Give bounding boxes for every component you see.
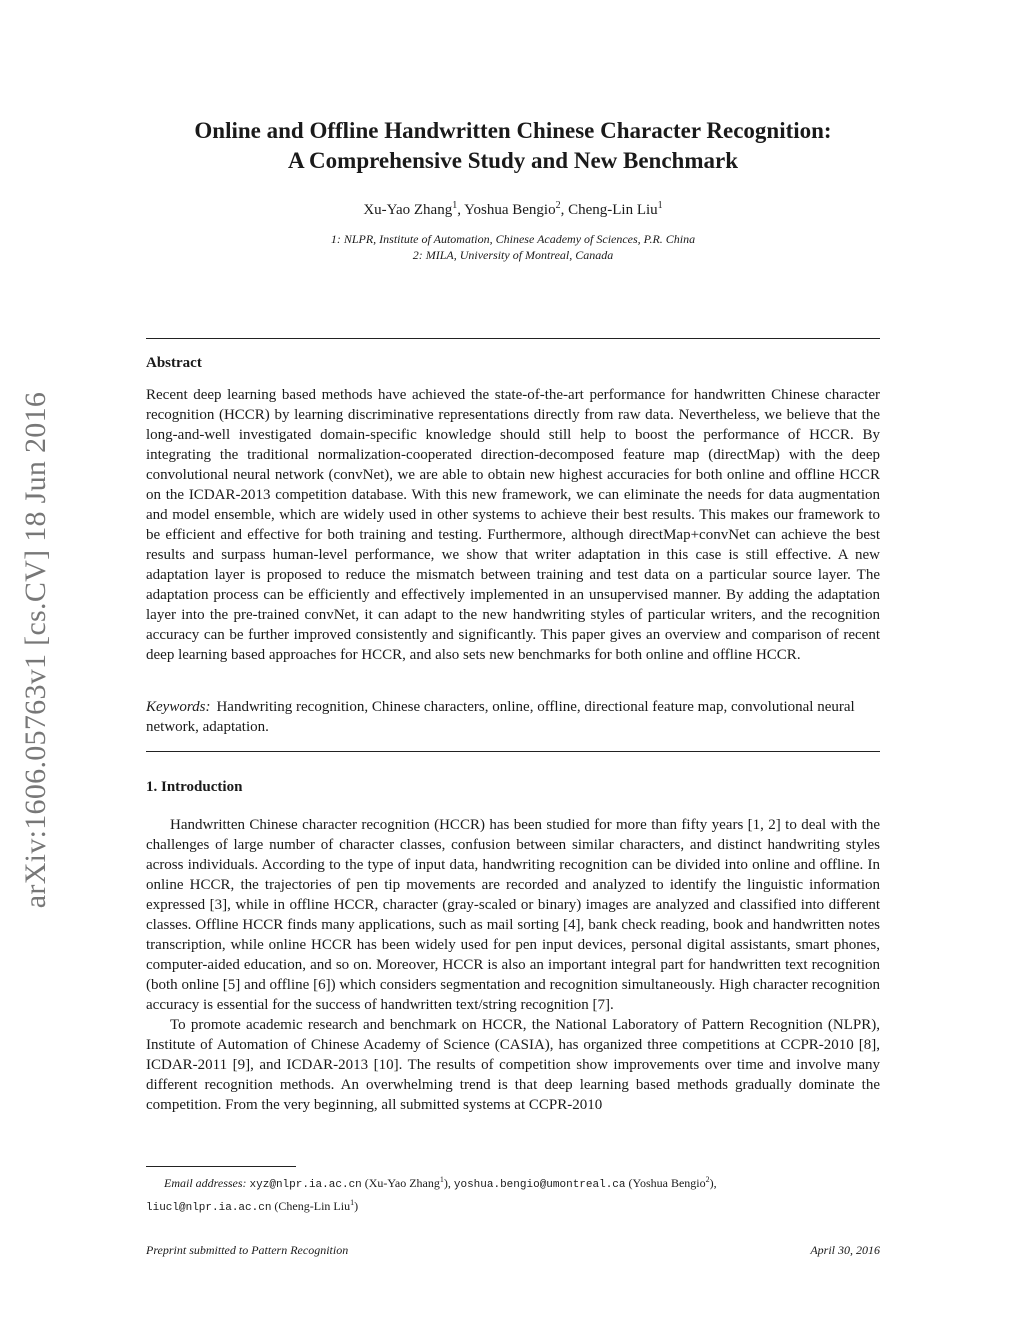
email-link[interactable]: xyz@nlpr.ia.ac.cn: [249, 1179, 362, 1191]
email-owner-mark: 1: [439, 1175, 444, 1184]
affiliation-line: 2: MILA, University of Montreal, Canada: [412, 248, 614, 262]
email-link[interactable]: yoshua.bengio@umontreal.ca: [453, 1179, 626, 1191]
author-name: Xu-Yao Zhang: [363, 202, 453, 218]
footnote-rule: [146, 1166, 296, 1167]
keywords-label: Keywords:: [146, 699, 211, 715]
author-affiliation-mark: 1: [452, 200, 458, 211]
email-owner-mark: 2: [705, 1175, 710, 1184]
email-owner: Xu-Yao Zhang: [368, 1176, 440, 1190]
keywords: [146, 697, 880, 737]
arxiv-stamp-text: arXiv:1606.05763v1 [cs.CV] 18 Jun 2016: [19, 391, 52, 909]
affiliations: [146, 231, 880, 263]
paragraph: To promote academic research and benchmark on HCCR, the National Laboratory of Pattern Recognition (NLPR), Institute of Automation of Chinese Academy of Science (CASIA), has organized three competitions at CCPR-2010 [8], ICDAR-2011 [9], and ICDAR-2013 [10]. The results of competition show improvements over time and involve many different recognition methods. An overwhelming trend is that deep learning based methods gradually dominate the competition. From the very beginning, all submitted systems at CCPR-2010: [146, 1017, 880, 1113]
arxiv-stamp: [0, 360, 72, 940]
author-name: Cheng-Lin Liu: [568, 202, 658, 218]
author-affiliation-mark: 1: [657, 200, 663, 211]
title-line-1: Online and Offline Handwritten Chinese Character Recognition:: [194, 118, 832, 143]
author-affiliation-mark: 2: [555, 200, 561, 211]
intro-body: [146, 815, 880, 1115]
abstract-text: Recent deep learning based methods have achieved the state-of-the-art performance for handwritten Chinese character recognition (HCCR) by learning discriminative representations directly from raw data. Nevertheless, we believe that the long-and-well investigated domain-specific knowledge should still help to boost the performance of HCCR. By integrating the traditional normalization-cooperated direction-decomposed feature map (directMap) with the deep convolutional neural network (convNet), we are able to obtain new highest accuracies for both online and offline HCCR on the ICDAR-2013 competition database. With this new framework, we can eliminate the needs for data augmentation and model ensemble, which are widely used in other systems to achieve their best results. This makes our framework to be efficient and effective for both training and testing. Furthermore, although directMap+convNet can achieve the best results and surpass human-level performance, we show that writer adaptation in this case is still effective. A new adaptation layer is proposed to reduce the mismatch between training and test data on a particular source layer. The adaptation process can be efficiently and effectively implemented in an unsupervised manner. By adding the adaptation layer into the pre-trained convNet, it can adapt to the new handwriting styles of particular writers, and the recognition accuracy can be further improved consistently and significantly. This paper gives an overview and comparison of recent deep learning based approaches for HCCR, and also sets new benchmarks for both online and offline HCCR.: [146, 387, 880, 663]
title-line-2: A Comprehensive Study and New Benchmark: [287, 148, 739, 173]
footnote: [146, 1171, 880, 1217]
email-link[interactable]: liucl@nlpr.ia.ac.cn: [146, 1202, 272, 1214]
abstract-heading: Abstract: [146, 355, 202, 371]
footnote-line-2: liucl@nlpr.ia.ac.cn (Cheng-Lin Liu$^1$): [146, 1198, 359, 1214]
email-owner: Cheng-Lin Liu: [278, 1199, 351, 1213]
preprint-note: Preprint submitted to Pattern Recognition: [146, 1243, 349, 1257]
footnote-line-1: Email addresses: xyz@nlpr.ia.ac.cn (Xu-Yao Zhang$^1$), yoshua.bengio@umontreal.ca (Yoshua Bengio$^2$),: [164, 1175, 717, 1191]
email-owner-mark: 1: [350, 1198, 355, 1207]
author-list: Xu-Yao Zhang$^1$, Yoshua Bengio$^2$, Cheng-Lin Liu$^1$: [363, 200, 663, 218]
paragraph: Handwritten Chinese character recognition (HCCR) has been studied for more than fifty years [1, 2] to deal with the challenges of large number of character classes, confusion between similar characters, and distinct handwriting styles across individuals. According to the type of input data, handwriting recognition can be divided into online and offline. In online HCCR, the trajectories of pen tip movements are recorded and analyzed to identify the linguistic information expressed [3], while in offline HCCR, character (gray-scaled or binary) images are analyzed and classified into different classes. Offline HCCR finds many applications, such as mail sorting [4], bank check reading, book and handwritten notes transcription, while online HCCR has been widely used for pen input devices, personal digital assistants, smart phones, computer-aided education, and so on. Moreover, HCCR is also an important integral part for handwritten text recognition (both online [5] and offline [6]) which considers segmentation and recognition simultaneously. High character recognition accuracy is essential for the success of handwritten text/string recognition [7].: [146, 817, 880, 1013]
affiliation-line: 1: NLPR, Institute of Automation, Chinese Academy of Sciences, P.R. China: [330, 232, 696, 246]
email-owner: Yoshua Bengio: [632, 1176, 706, 1190]
footnote-label: Email addresses:: [164, 1176, 247, 1190]
footer-date: April 30, 2016: [810, 1243, 880, 1257]
keywords-text: Handwriting recognition, Chinese characters, online, offline, directional feature map, convolutional neural network, adaptation.: [146, 699, 855, 735]
abstract-top-rule: [146, 338, 880, 339]
author-name: Yoshua Bengio: [464, 202, 556, 218]
paper-title: [146, 116, 880, 176]
section-heading: 1. Introduction: [146, 779, 243, 795]
abstract-bottom-rule: [146, 751, 880, 752]
